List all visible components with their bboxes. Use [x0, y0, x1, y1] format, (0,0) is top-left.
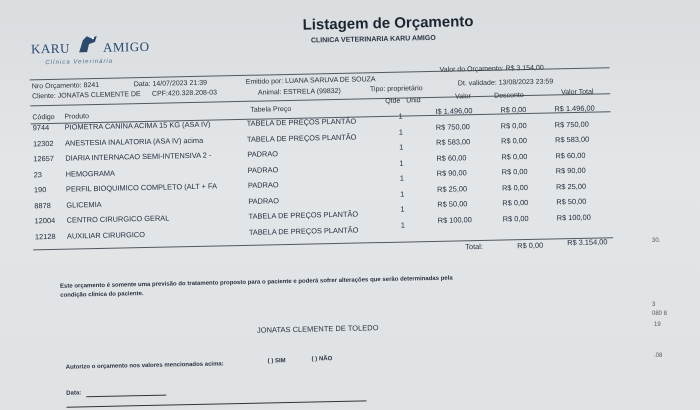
cell-total: R$ 50,00: [556, 196, 587, 207]
cell-produto: HEMOGRAMA: [65, 168, 116, 179]
cell-total: R$ 583,00: [554, 134, 590, 145]
cell-codigo: 190: [33, 185, 47, 195]
page-title: Listagem de Orçamento: [302, 13, 474, 34]
validity-date: Dt. validade: 13/08/2023 23:59: [457, 78, 554, 88]
cell-valor: R$ 60,00: [436, 152, 467, 163]
col-valor-total: Valor Total: [560, 88, 594, 97]
cell-total: R$ 25,00: [555, 181, 587, 191]
col-codigo: Código: [32, 113, 55, 122]
cell-codigo: 12302: [32, 138, 54, 148]
disclaimer-line-2: condição clínica do paciente.: [60, 291, 144, 299]
col-unid: Unid: [406, 97, 421, 105]
cell-desconto: R$ 0,00: [501, 182, 529, 193]
cell-desconto: R$ 0,00: [502, 213, 529, 224]
total-discount: R$ 0,00: [517, 240, 544, 251]
clinic-logo: [31, 36, 172, 69]
budget-number: Nro Orçamento: 8241: [31, 81, 100, 91]
dog-icon: [75, 32, 101, 57]
margin-note-1: 30.: [652, 238, 661, 244]
margin-note-3: 080 8: [652, 311, 668, 317]
signature-name: JONATAS CLEMENTE DE TOLEDO: [256, 323, 379, 335]
cell-qtde: 1: [400, 220, 406, 230]
cell-desconto: R$ 0,00: [501, 166, 528, 177]
cell-desconto: R$ 0,00: [502, 197, 529, 208]
cell-produto: AUXILIAR CIRURGICO: [66, 229, 146, 241]
cell-qtde: 1: [398, 111, 403, 121]
cell-produto: PERFIL BIOQUIMICO COMPLETO (ALT + FA: [65, 181, 218, 194]
cell-desconto: R$ 0,00: [500, 105, 527, 115]
cell-qtde: 1: [399, 142, 404, 152]
cell-produto: CENTRO CIRURGICO GERAL: [66, 213, 170, 225]
cell-qtde: 1: [400, 189, 405, 199]
cell-produto: DIARIA INTERNACAO SEMI-INTENSIVA 2 -: [65, 150, 212, 163]
cell-tabela: PADRAO: [247, 164, 279, 175]
cell-codigo: 8878: [34, 200, 51, 210]
cell-tabela: PADRAO: [247, 149, 279, 159]
total-label: Total:: [465, 241, 484, 252]
cell-valor: I$ 1.496,00: [435, 106, 473, 116]
col-valor: Valor: [455, 93, 472, 101]
budget-value: Valor do Orçamento: R$ 3.154,00: [439, 64, 544, 74]
signature-line: [67, 400, 367, 407]
cell-valor: R$ 583,00: [435, 137, 471, 147]
total-value: R$ 3.154,00: [567, 237, 608, 248]
authorize-no: ( ) NÃO: [311, 356, 333, 363]
client-cpf: CPF:420.328.208-03: [151, 89, 218, 98]
cell-desconto: R$ 0,00: [501, 151, 528, 162]
disclaimer-line-1: Este orçamento é somente uma previsão do tratamento proposto para o paciente e poderá sofrer alterações que serão determinadas pela: [59, 275, 453, 290]
cell-tabela: TABELA DE PREÇOS PLANTÃO: [246, 132, 357, 144]
cell-tabela: PADRAO: [247, 180, 279, 190]
cell-tabela: PADRAO: [248, 195, 280, 206]
cell-desconto: R$ 0,00: [500, 135, 528, 146]
cell-valor: R$ 750,00: [435, 121, 470, 132]
cell-qtde: 1: [399, 158, 404, 168]
date-line: [86, 395, 166, 398]
client-type: Tipo: proprietário: [369, 85, 423, 94]
cell-codigo: 12657: [33, 153, 54, 164]
cell-total: R$ 750,00: [554, 119, 589, 129]
cell-total: R$ 90,00: [555, 165, 586, 176]
budget-date: Data: 14/07/2023 21:39: [133, 79, 208, 89]
cell-codigo: 23: [33, 169, 42, 179]
margin-note-5: .08: [654, 353, 663, 359]
authorize-yes: ( ) SIM: [267, 358, 286, 365]
cell-tabela: TABELA DE PREÇOS PLANTÃO: [248, 225, 359, 237]
cell-total: R$ 1.496,00: [554, 103, 595, 114]
authorize-text: Autorizo o orçamento nos valores mencionados acima:: [65, 361, 224, 371]
logo-tagline: Clínica Veterinária: [45, 58, 114, 67]
cell-valor: R$ 90,00: [436, 168, 467, 178]
logo-text-left: KARU: [30, 40, 71, 57]
cell-qtde: 1: [400, 204, 405, 214]
cell-codigo: 12004: [34, 215, 56, 226]
issued-by: Emitido por: LUANA SARUVA DE SOUZA: [245, 76, 376, 86]
cell-codigo: 12128: [34, 231, 56, 241]
date-label: Data:: [66, 390, 82, 397]
col-produto: Produto: [64, 113, 90, 121]
cell-qtde: 1: [398, 127, 404, 137]
cell-total: R$ 60,00: [555, 150, 586, 160]
clinic-name: CLINICA VETERINARIA KARU AMIGO: [310, 34, 436, 45]
cell-desconto: R$ 0,00: [500, 120, 527, 131]
client-name: Cliente: JONATAS CLEMENTE DE: [31, 91, 141, 101]
col-desconto: Desconto: [494, 92, 524, 100]
cell-produto: GLICEMIA: [66, 199, 102, 210]
col-qtde: Qtde: [385, 97, 401, 105]
cell-valor: R$ 50,00: [437, 199, 468, 209]
animal-name: Animal: ESTRELA (99832): [257, 87, 341, 97]
cell-produto: ANESTESIA INALATORIA (ASA IV) acima: [64, 135, 204, 148]
cell-codigo: 9744: [32, 122, 50, 133]
logo-text-right: AMIGO: [102, 38, 150, 55]
cell-valor: R$ 100,00: [437, 214, 472, 225]
cell-produto: PIOMETRA CANINA ACIMA 15 KG (ASA IV): [64, 119, 211, 132]
margin-note-4: 19: [654, 322, 661, 328]
cell-qtde: 1: [399, 173, 405, 183]
cell-total: R$ 100,00: [556, 212, 591, 222]
margin-note-2: 3: [652, 302, 656, 308]
cell-valor: R$ 25,00: [436, 183, 468, 194]
cell-tabela: TABELA DE PREÇOS PLANTÃO: [248, 209, 359, 221]
cell-tabela: TABELA DE PREÇOS PLANTÃO: [246, 116, 357, 128]
col-tabela: Tabela Preço: [250, 105, 292, 114]
